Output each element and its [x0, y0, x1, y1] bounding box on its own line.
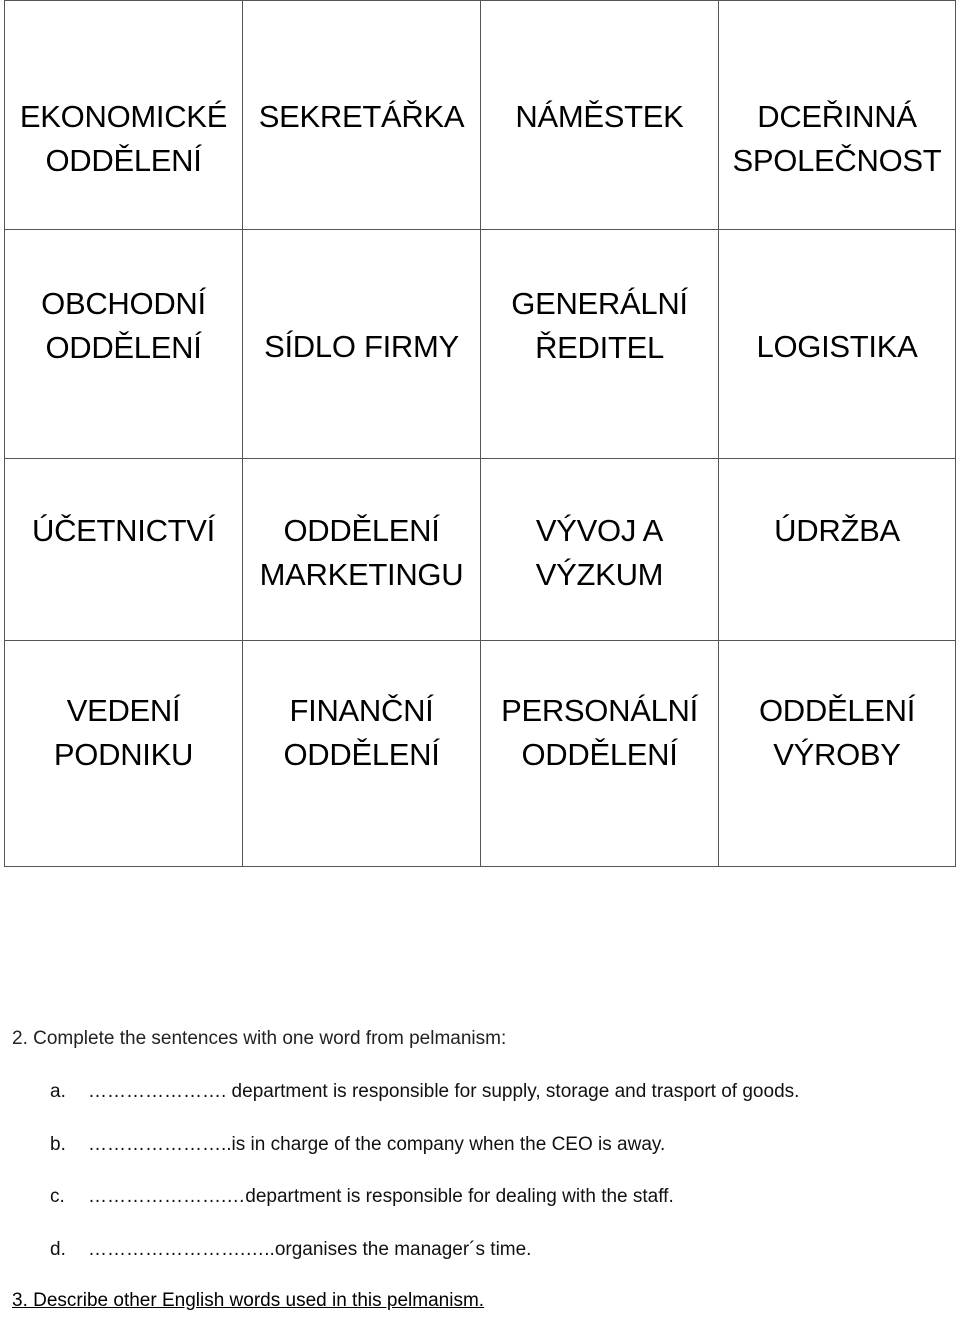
pelmanism-card: LOGISTIKA [719, 230, 955, 459]
pelmanism-card: ODDĚLENÍ MARKETINGU [243, 459, 481, 641]
exercise-3-heading: 3. Describe other English words used in this pelmanism. [12, 1290, 485, 1311]
pelmanism-card: FINANČNÍ ODDĚLENÍ [243, 641, 481, 866]
pelmanism-grid [4, 0, 956, 867]
pelmanism-card: VEDENÍ PODNIKU [5, 641, 243, 866]
sentence-text: …………………….…..organises the manager´s time. [88, 1239, 532, 1260]
pelmanism-card: SÍDLO FIRMY [243, 230, 481, 459]
pelmanism-card: GENERÁLNÍ ŘEDITEL [481, 230, 719, 459]
pelmanism-card: NÁMĚSTEK [481, 1, 719, 230]
sentence-text: ………………….…department is responsible for dealing with the staff. [88, 1186, 674, 1207]
sentence-letter: d. [50, 1239, 66, 1260]
exercise-2-heading: 2. Complete the sentences with one word from pelmanism: [12, 1028, 507, 1049]
sentence-letter: a. [50, 1081, 66, 1102]
pelmanism-card: OBCHODNÍ ODDĚLENÍ [5, 230, 243, 459]
sentence-text: …………………. department is responsible for supply, storage and trasport of goods. [88, 1081, 800, 1102]
pelmanism-card: DCEŘINNÁ SPOLEČNOST [719, 1, 955, 230]
pelmanism-card: ÚDRŽBA [719, 459, 955, 641]
pelmanism-card: EKONOMICKÉ ODDĚLENÍ [5, 1, 243, 230]
pelmanism-card: ODDĚLENÍ VÝROBY [758, 693, 916, 772]
pelmanism-card: PERSONÁLNÍ ODDĚLENÍ [481, 641, 719, 866]
sentence-text: …………………..is in charge of the company when the CEO is away. [88, 1134, 666, 1155]
pelmanism-card: ÚČETNICTVÍ [5, 459, 243, 641]
sentence-letter: c. [50, 1186, 65, 1207]
pelmanism-card: SEKRETÁŘKA [243, 1, 481, 230]
sentence-letter: b. [50, 1134, 66, 1155]
pelmanism-card: VÝVOJ A VÝZKUM [481, 459, 719, 641]
